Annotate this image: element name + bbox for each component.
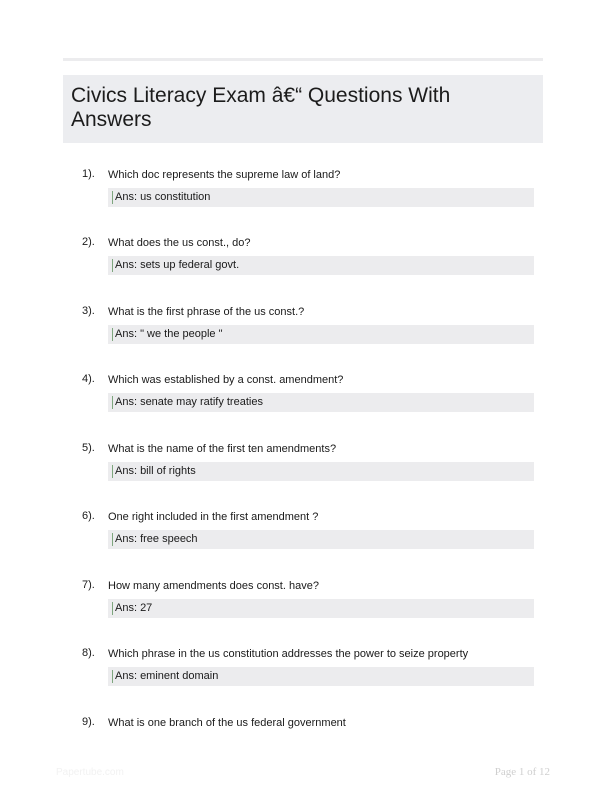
answer-box: Ans: senate may ratify treaties	[108, 393, 534, 412]
answer-box: Ans: free speech	[108, 530, 534, 549]
answer-box: Ans: " we the people "	[108, 325, 534, 344]
question-text: Which was established by a const. amendment?	[108, 374, 344, 386]
answer-box: Ans: eminent domain	[108, 667, 534, 686]
question-text: How many amendments does const. have?	[108, 580, 319, 592]
question-text: What is one branch of the us federal government	[108, 717, 346, 729]
title-banner	[63, 75, 543, 143]
question-number: 3).	[82, 305, 95, 317]
question-number: 2).	[82, 236, 95, 248]
top-divider	[63, 58, 543, 61]
answer-box: Ans: us constitution	[108, 188, 534, 207]
footer-watermark: Papertube.com	[56, 767, 124, 778]
question-text: Which doc represents the supreme law of land?	[108, 169, 341, 181]
question-number: 1).	[82, 168, 95, 180]
question-number: 4).	[82, 373, 95, 385]
question-text: What is the first phrase of the us const.?	[108, 306, 305, 318]
question-text: What is the name of the first ten amendments?	[108, 443, 337, 455]
question-number: 8).	[82, 647, 95, 659]
page-number: Page 1 of 12	[494, 766, 550, 778]
page-title: Civics Literacy Exam â€“ Questions With Answers	[71, 84, 451, 131]
answer-box: Ans: bill of rights	[108, 462, 534, 481]
answer-box: Ans: sets up federal govt.	[108, 256, 534, 275]
question-number: 7).	[82, 579, 95, 591]
question-text: What does the us const., do?	[108, 237, 251, 249]
question-number: 9).	[82, 716, 95, 728]
question-number: 5).	[82, 442, 95, 454]
question-number: 6).	[82, 510, 95, 522]
question-text: Which phrase in the us constitution addresses the power to seize property	[108, 648, 469, 660]
answer-box: Ans: 27	[108, 599, 534, 618]
question-text: One right included in the first amendment ?	[108, 511, 319, 523]
